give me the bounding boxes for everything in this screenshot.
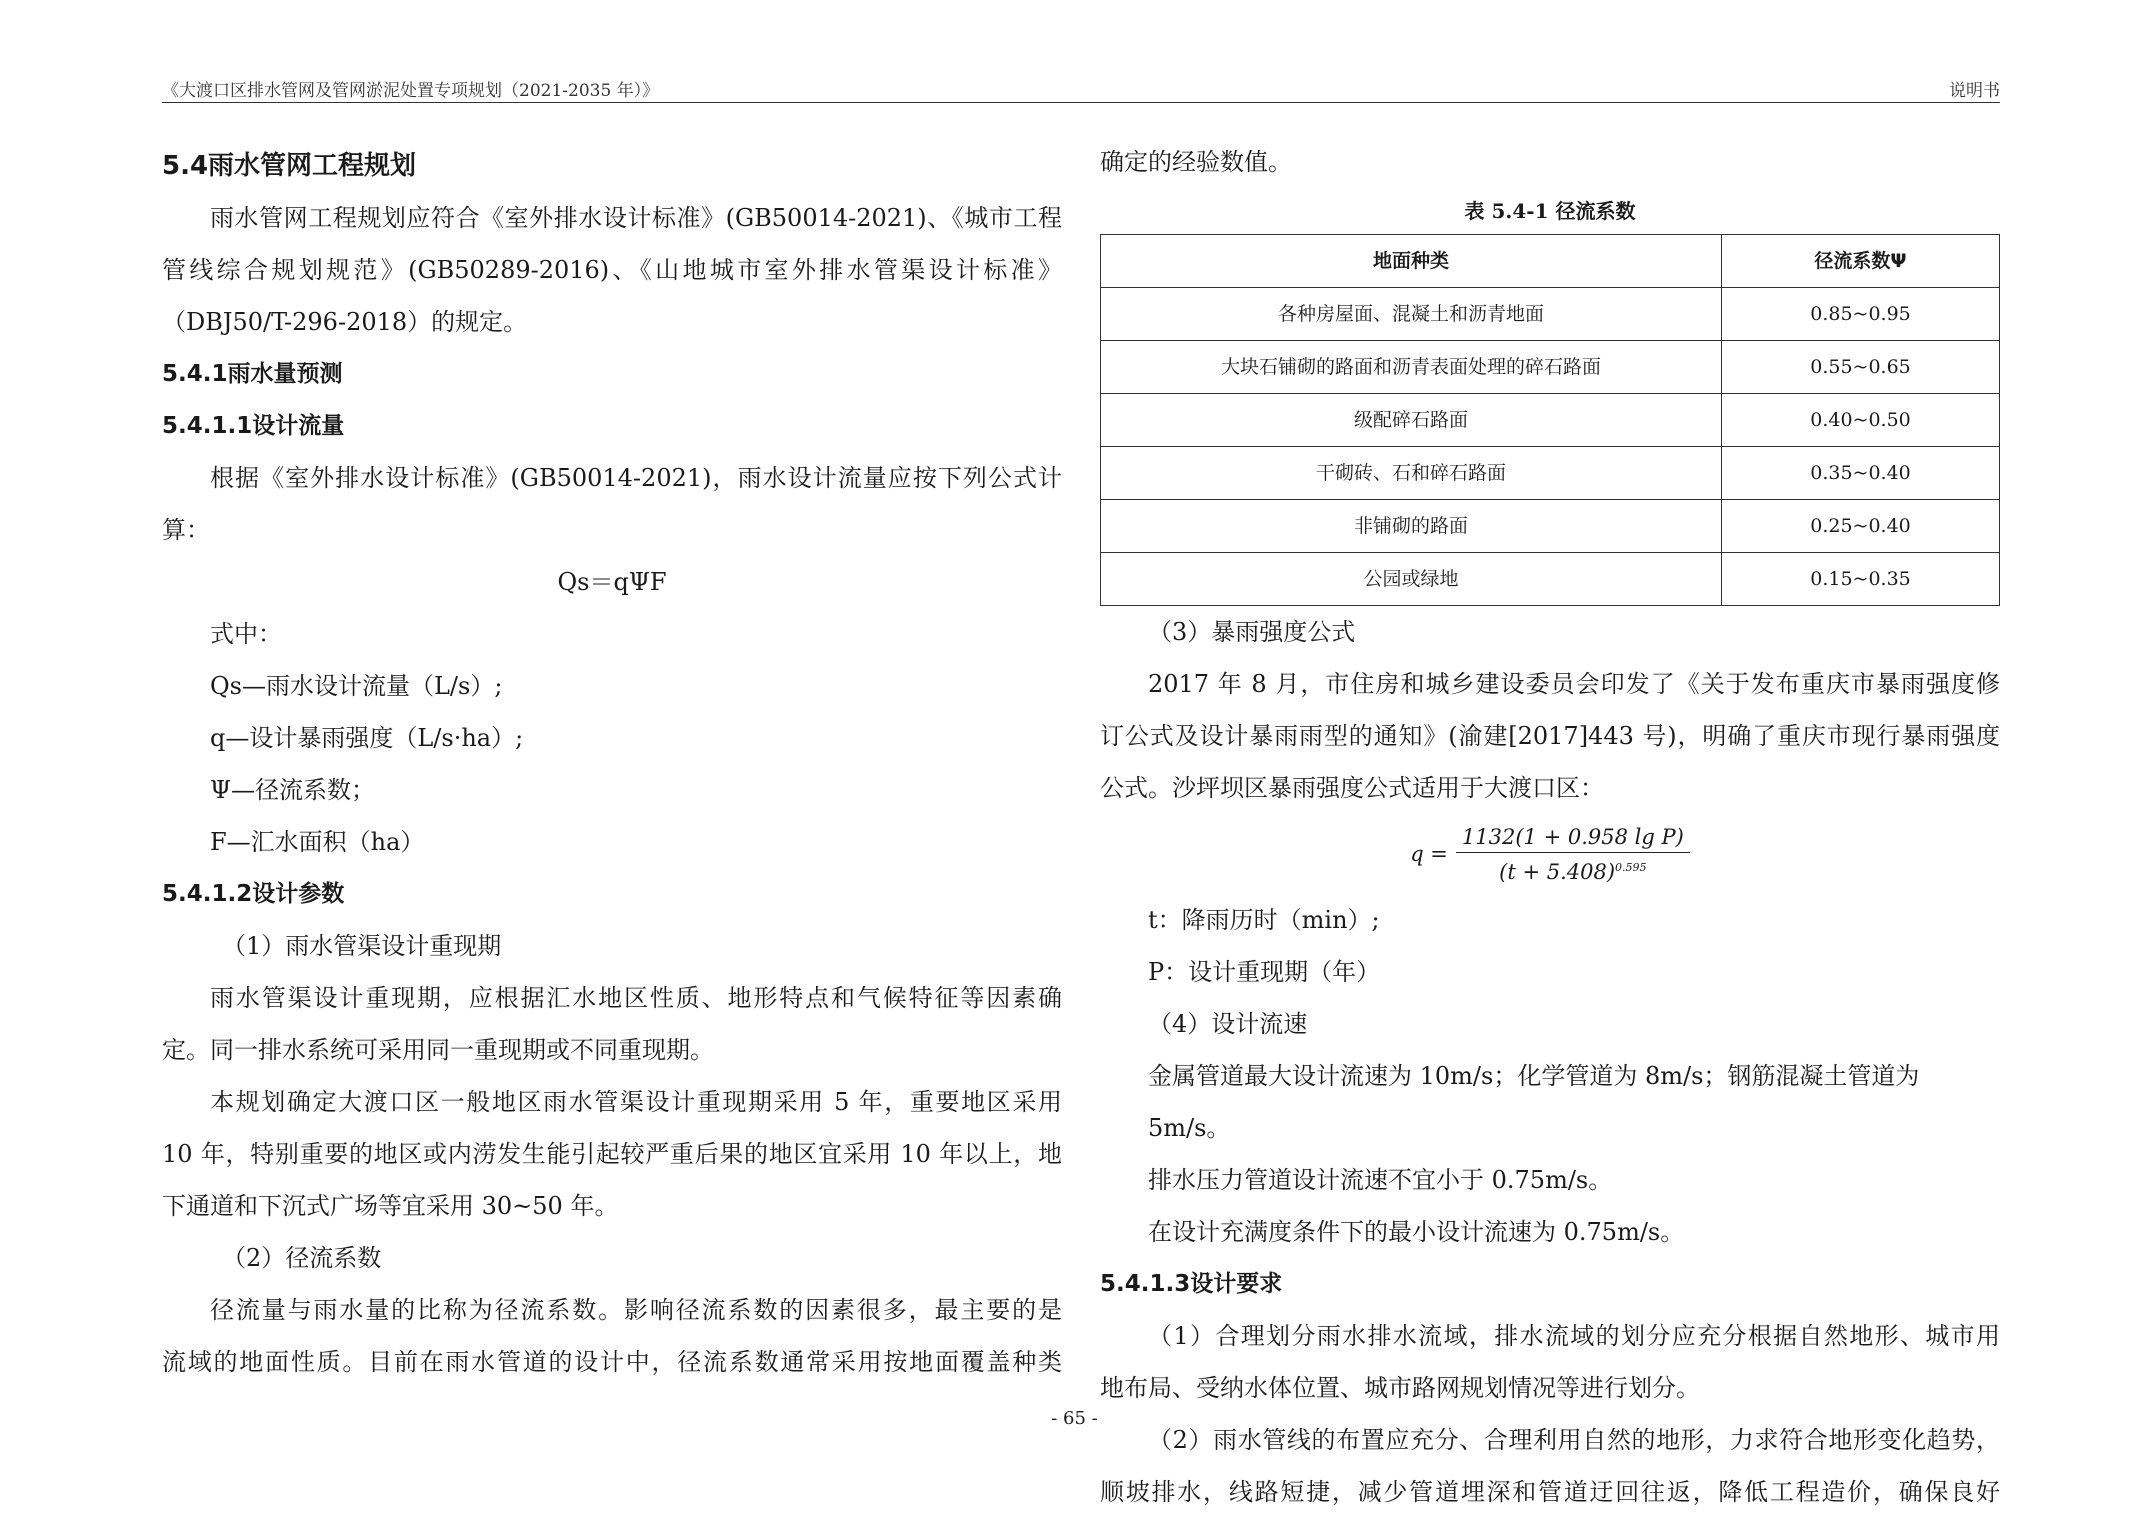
header-title: 《大渡口区排水管网及管网淤泥处置专项规划（2021-2035 年）》 bbox=[162, 81, 660, 101]
table-header-coefficient: 径流系数Ψ bbox=[1722, 235, 2000, 288]
item4-line2: 排水压力管道设计流速不宜小于 0.75m/s。 bbox=[1148, 1166, 1613, 1194]
table-row bbox=[1101, 500, 2000, 553]
flow-line-1: 根据《室外排水设计标准》(GB50014-2021)，雨水设计流量应按下列公式计 bbox=[210, 464, 1062, 492]
table-cell-surface: 公园或绿地 bbox=[1101, 553, 1722, 606]
item4-line3: 在设计充满度条件下的最小设计流速为 0.75m/s。 bbox=[1148, 1218, 1685, 1246]
table-cell-coefficient: 0.85~0.95 bbox=[1722, 288, 2000, 341]
item1-para1-line1: 雨水管渠设计重现期，应根据汇水地区性质、地形特点和气候特征等因素确 bbox=[210, 984, 1062, 1012]
intro-line-3: （DBJ50/T-296-2018）的规定。 bbox=[162, 308, 528, 336]
item2-title: （2）径流系数 bbox=[222, 1244, 382, 1272]
section-heading-5-4-1-1: 5.4.1.1设计流量 bbox=[162, 413, 345, 439]
item2-line2: 流域的地面性质。目前在雨水管道的设计中，径流系数通常采用按地面覆盖种类 bbox=[162, 1348, 1062, 1376]
requirement1-line1: （1）合理划分雨水排水流域，排水流域的划分应充分根据自然地形、城市用 bbox=[1148, 1322, 2000, 1350]
where-label: 式中： bbox=[210, 620, 282, 648]
formula-exponent: 0.595 bbox=[1615, 860, 1647, 874]
section-heading-5-4: 5.4雨水管网工程规划 bbox=[162, 151, 417, 181]
definition-t: t：降雨历时（min）; bbox=[1148, 906, 1380, 934]
table-header-row bbox=[1101, 235, 2000, 288]
item4-line1: 金属管道最大设计流速为 10m/s；化学管道为 8m/s；钢筋混凝土管道为 5m/s。 bbox=[1148, 1062, 1920, 1142]
item2-line1: 径流量与雨水量的比称为径流系数。影响径流系数的因素很多，最主要的是 bbox=[210, 1296, 1062, 1324]
page-number: - 65 - bbox=[1051, 1408, 1098, 1429]
formula-qs: Qs＝qΨF bbox=[557, 568, 667, 596]
formula-numerator: 1132(1 + 0.958 lg P) bbox=[1456, 822, 1690, 853]
definition-qs: Qs—雨水设计流量（L/s）; bbox=[210, 672, 503, 700]
definition-q: q—设计暴雨强度（L/s·ha）; bbox=[210, 724, 524, 752]
item1-para1-line2: 定。同一排水系统可采用同一重现期或不同重现期。 bbox=[162, 1036, 714, 1064]
item3-line3: 公式。沙坪坝区暴雨强度公式适用于大渡口区： bbox=[1100, 774, 1604, 802]
table-cell-surface: 级配碎石路面 bbox=[1101, 394, 1722, 447]
definition-psi: Ψ—径流系数； bbox=[210, 776, 376, 804]
table-cell-surface: 非铺砌的路面 bbox=[1101, 500, 1722, 553]
left-column bbox=[162, 140, 1062, 1388]
item1-title: （1）雨水管渠设计重现期 bbox=[222, 932, 502, 960]
table-row bbox=[1101, 341, 2000, 394]
table-row bbox=[1101, 394, 2000, 447]
section-heading-5-4-1-2: 5.4.1.2设计参数 bbox=[162, 881, 345, 907]
formula-lhs: q = bbox=[1410, 842, 1448, 866]
table-title: 表 5.4-1 径流系数 bbox=[1464, 199, 1636, 223]
item1-para2-line3: 下通道和下沉式广场等宜采用 30~50 年。 bbox=[162, 1192, 619, 1220]
item3-line1: 2017 年 8 月，市住房和城乡建设委员会印发了《关于发布重庆市暴雨强度修 bbox=[1148, 670, 2000, 698]
page-header bbox=[162, 76, 2000, 103]
table-cell-coefficient: 0.35~0.40 bbox=[1722, 447, 2000, 500]
header-doc-type: 说明书 bbox=[1949, 81, 2000, 101]
formula-denominator-base: (t + 5.408) bbox=[1499, 859, 1616, 884]
intro-line-2: 管线综合规划规范》(GB50289-2016)、《山地城市室外排水管渠设计标准》 bbox=[162, 256, 1062, 284]
item3-title: （3）暴雨强度公式 bbox=[1148, 618, 1356, 646]
rain-intensity-formula bbox=[1100, 814, 2000, 894]
table-cell-surface: 各种房屋面、混凝土和沥青地面 bbox=[1101, 288, 1722, 341]
definition-p: P：设计重现期（年） bbox=[1148, 958, 1381, 986]
table-cell-coefficient: 0.55~0.65 bbox=[1722, 341, 2000, 394]
formula-denominator bbox=[1493, 853, 1652, 887]
formula-fraction bbox=[1456, 822, 1690, 887]
table-cell-surface: 干砌砖、石和碎石路面 bbox=[1101, 447, 1722, 500]
runoff-coefficient-table bbox=[1100, 234, 2000, 606]
right-column bbox=[1100, 136, 2000, 1518]
flow-line-2: 算： bbox=[162, 516, 210, 544]
requirement2-line2: 顺坡排水，线路短捷，减少管道埋深和管道迂回往返，降低工程造价，确保良好 bbox=[1100, 1478, 2000, 1506]
item3-line2: 订公式及设计暴雨雨型的通知》(渝建[2017]443 号)，明确了重庆市现行暴雨强度 bbox=[1100, 722, 2000, 750]
requirement2-line1: （2）雨水管线的布置应充分、合理利用自然的地形，力求符合地形变化趋势， bbox=[1148, 1426, 2000, 1454]
table-cell-coefficient: 0.25~0.40 bbox=[1722, 500, 2000, 553]
intro-line-1: 雨水管网工程规划应符合《室外排水设计标准》(GB50014-2021)、《城市工程 bbox=[210, 204, 1062, 232]
requirement1-line2: 地布局、受纳水体位置、城市路网规划情况等进行划分。 bbox=[1100, 1374, 1700, 1402]
table-row bbox=[1101, 553, 2000, 606]
item1-para2-line1: 本规划确定大渡口区一般地区雨水管渠设计重现期采用 5 年，重要地区采用 bbox=[210, 1088, 1062, 1116]
table-row bbox=[1101, 447, 2000, 500]
table-cell-surface: 大块石铺砌的路面和沥青表面处理的碎石路面 bbox=[1101, 341, 1722, 394]
table-header-surface-type: 地面种类 bbox=[1101, 235, 1722, 288]
table-cell-coefficient: 0.15~0.35 bbox=[1722, 553, 2000, 606]
definition-f: F—汇水面积（ha） bbox=[210, 828, 425, 856]
section-heading-5-4-1-3: 5.4.1.3设计要求 bbox=[1100, 1271, 1283, 1297]
item4-title: （4）设计流速 bbox=[1148, 1010, 1308, 1038]
continuation-line: 确定的经验数值。 bbox=[1100, 148, 1292, 176]
table-cell-coefficient: 0.40~0.50 bbox=[1722, 394, 2000, 447]
item1-para2-line2: 10 年，特别重要的地区或内涝发生能引起较严重后果的地区宜采用 10 年以上，地 bbox=[162, 1140, 1062, 1168]
section-heading-5-4-1: 5.4.1雨水量预测 bbox=[162, 361, 343, 387]
table-row bbox=[1101, 288, 2000, 341]
